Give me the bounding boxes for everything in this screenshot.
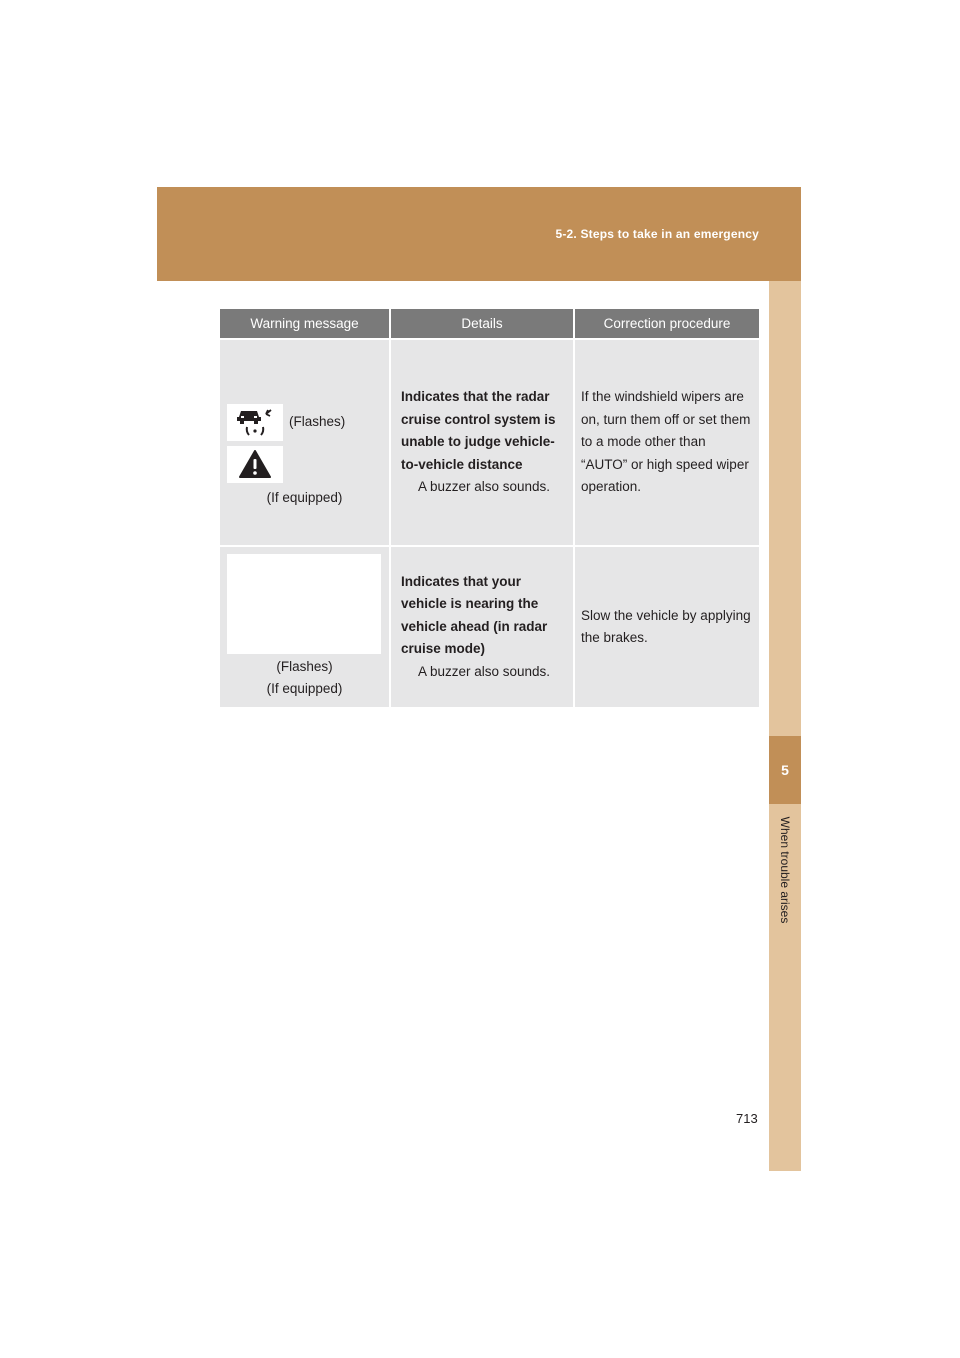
warning-message-cell xyxy=(220,546,390,707)
page-number: 713 xyxy=(736,1111,758,1126)
header-band xyxy=(157,187,801,281)
chapter-number: 5 xyxy=(769,736,801,804)
details-text: Indicates that the radar cruise control system is unable to judge vehicle-to-vehicle distance xyxy=(401,389,556,472)
correction-text: Slow the vehicle by applying the brakes. xyxy=(581,607,751,645)
column-header-correction-procedure: Correction procedure xyxy=(574,309,759,339)
section-title: 5-2. Steps to take in an emergency xyxy=(555,227,759,241)
side-tab xyxy=(769,281,801,1171)
equipped-label: (If equipped) xyxy=(266,681,343,696)
details-text: Indicates that your vehicle is nearing the vehicle ahead (in radar cruise mode) xyxy=(401,573,548,657)
column-header-details: Details xyxy=(390,309,574,339)
warning-message-cell xyxy=(220,339,390,546)
details-cell xyxy=(390,339,574,546)
display-image-placeholder xyxy=(227,554,381,654)
flashes-label: (Flashes) xyxy=(276,658,333,674)
buzzer-note: A buzzer also sounds. xyxy=(417,663,551,679)
correction-text: If the windshield wipers are on, turn them off or set them to a mode other than “AUTO” or high speed wiper operation. xyxy=(581,389,751,495)
correction-cell xyxy=(574,546,759,707)
warning-table xyxy=(220,309,759,707)
table-row xyxy=(220,339,759,546)
chapter-title: When trouble arises xyxy=(778,816,792,924)
details-cell xyxy=(390,546,574,707)
table-row xyxy=(220,546,759,707)
radar-cruise-warning-icon xyxy=(227,404,283,441)
column-header-warning-message: Warning message xyxy=(220,309,390,339)
equipped-label: (If equipped) xyxy=(266,489,343,505)
flashes-label: (Flashes) xyxy=(289,414,346,429)
correction-cell xyxy=(574,339,759,546)
master-warning-icon xyxy=(227,446,283,483)
buzzer-note: A buzzer also sounds. xyxy=(417,479,551,495)
